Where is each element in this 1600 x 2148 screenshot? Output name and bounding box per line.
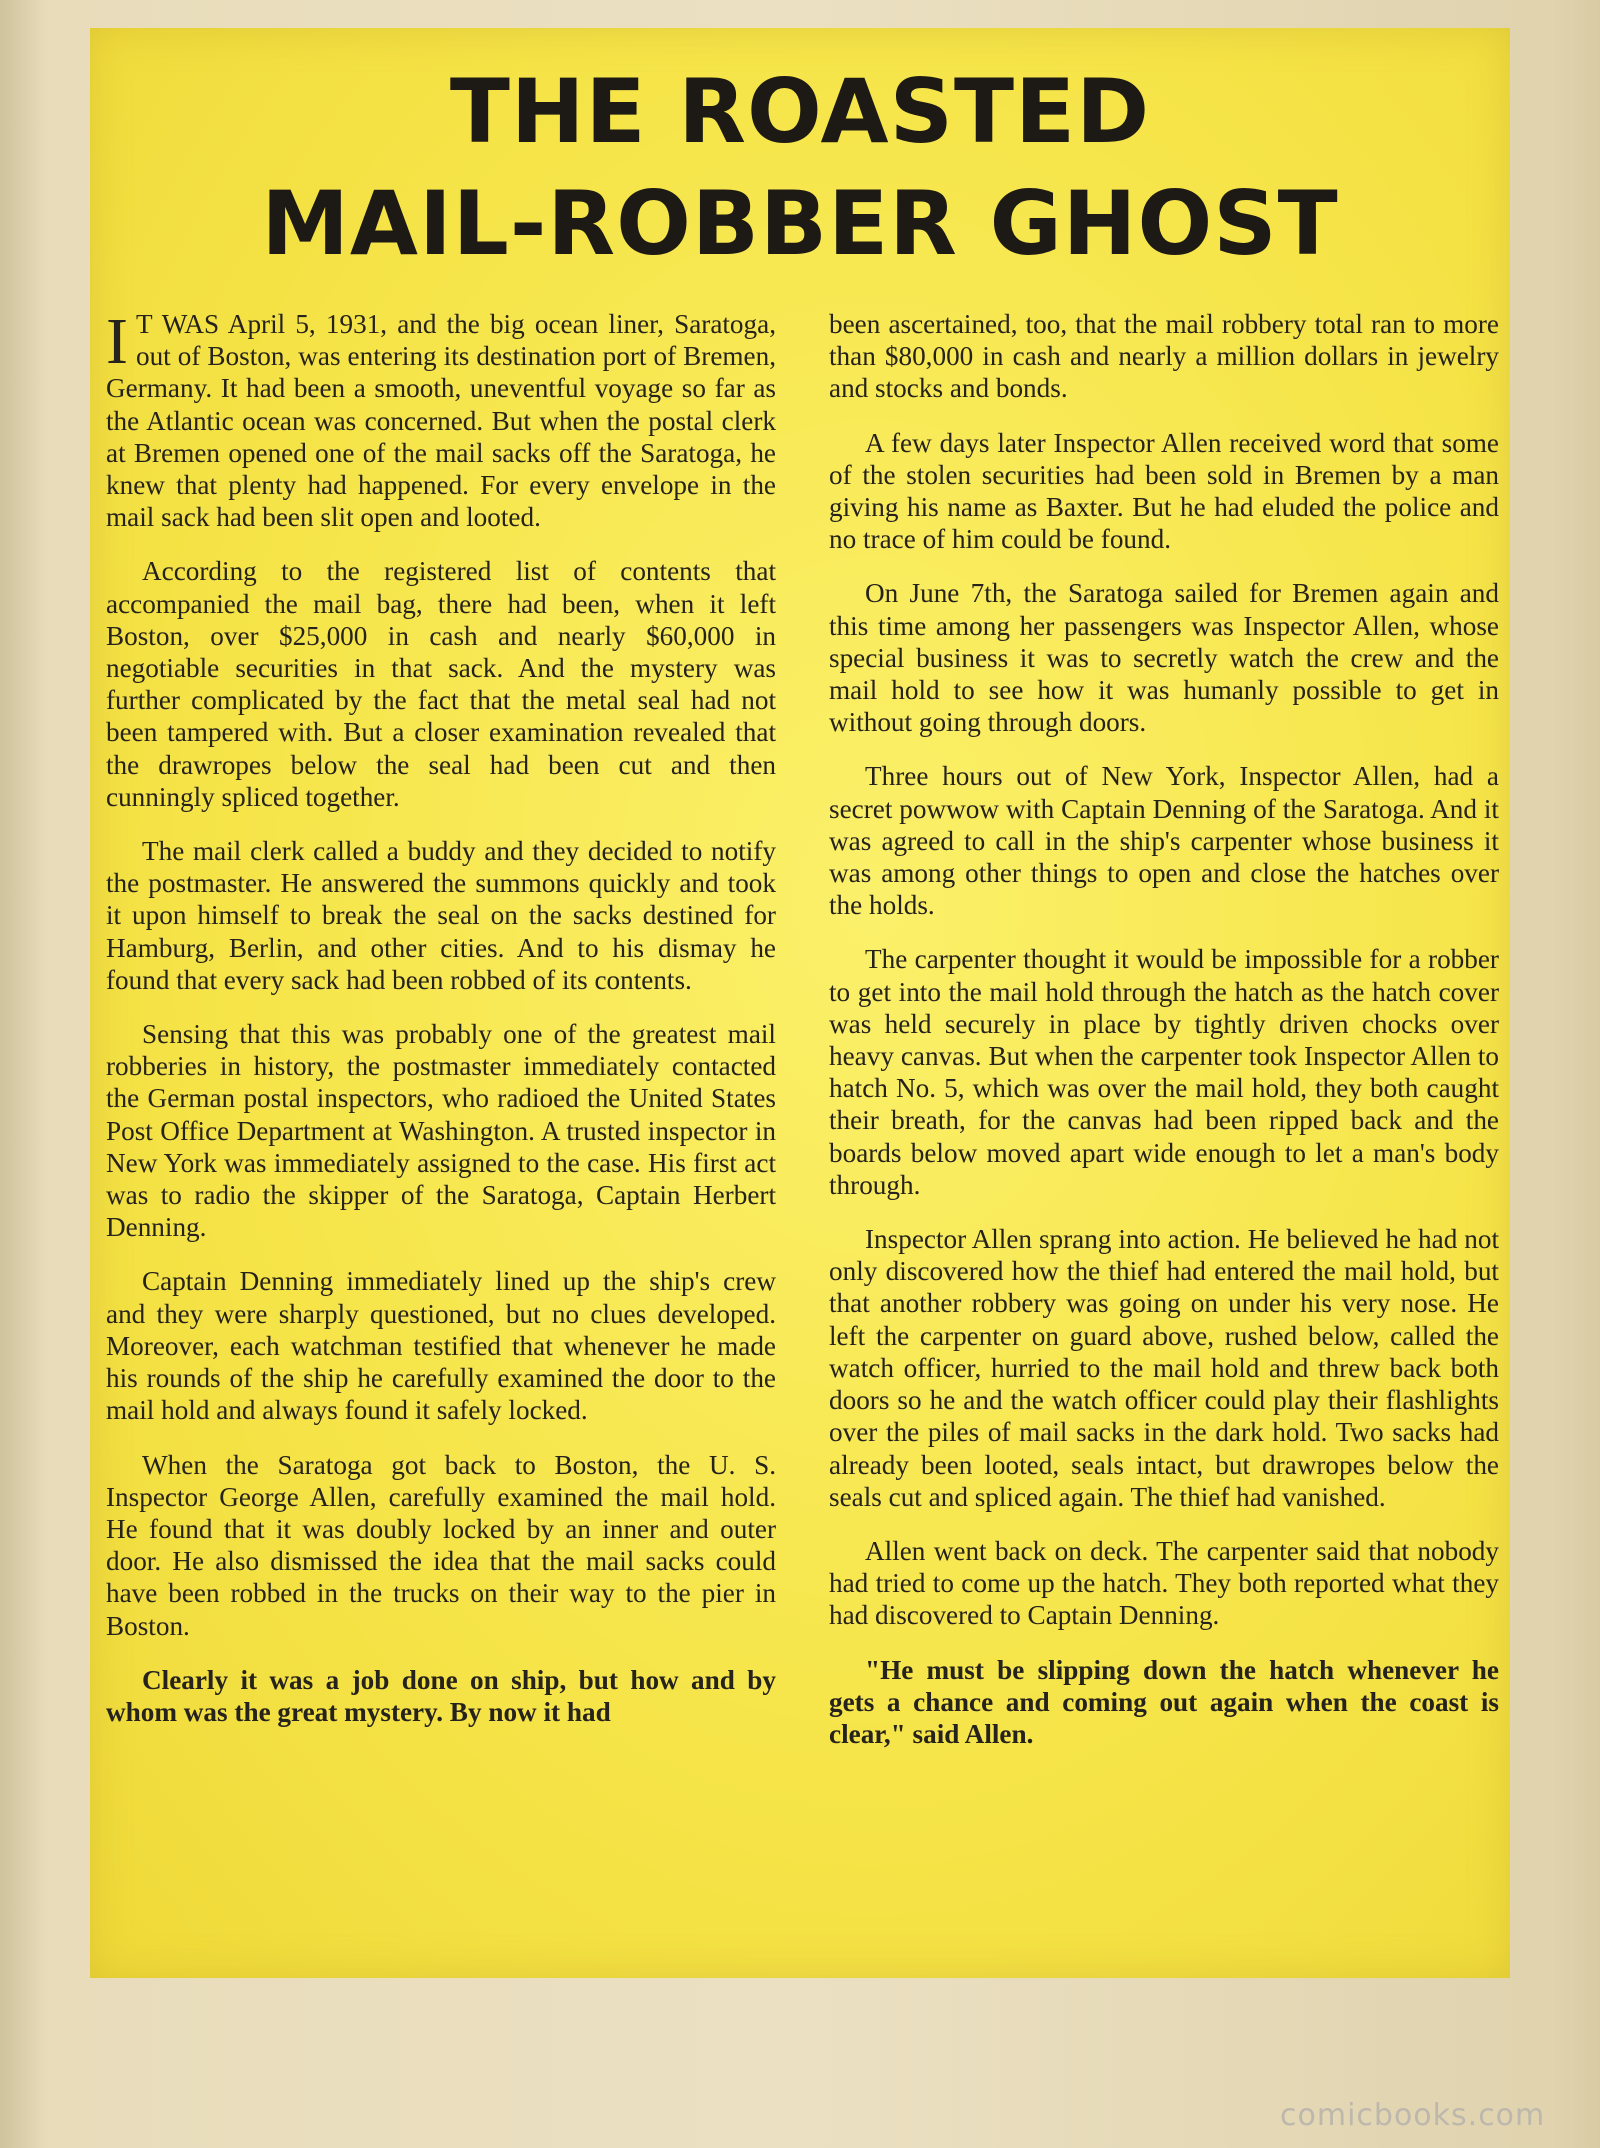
paragraph: been ascertained, too, that the mail robbery total ran to more than $80,000 in cash and nearly a million dollars in jewelry and stocks and bonds. (829, 309, 1499, 404)
paragraph: According to the registered list of contents that accompanied the mail bag, there had been, when it left Boston, over $25,000 in cash and nearly $60,000 in negotiable securities in that sack. And the mystery was further complicated by the fact that the metal seal had not been tampered with. But a closer examination revealed that the drawropes below the seal had been cut and then cunningly spliced together. (106, 556, 776, 812)
paragraph: "He must be slipping down the hatch whenever he gets a chance and coming out again when the coast is clear," said Allen. (829, 1654, 1499, 1749)
paragraph: Captain Denning immediately lined up the ship's crew and they were sharply questioned, but no clues developed. Moreover, each watchman testified that whenever he made his rounds of the ship he carefully examined the door to the mail hold and always found it safely locked. (106, 1266, 776, 1426)
paragraph: Sensing that this was probably one of the greatest mail robberies in history, the postmaster immediately contacted the German postal inspectors, who radioed the United States Post Office Department at Washington. A trusted inspector in New York was immediately assigned to the case. His first act was to radio the skipper of the Saratoga, Captain Herbert Denning. (106, 1019, 776, 1243)
drop-cap: I (106, 305, 128, 378)
paragraph: The mail clerk called a buddy and they decided to notify the postmaster. He answered the summons quickly and took it upon himself to break the seal on the sacks destined for Hamburg, Berlin, and other cities. And to his dismay he found that every sack had been robbed of its contents. (106, 836, 776, 995)
paragraph: The carpenter thought it would be impossible for a robber to get into the mail hold through the hatch as the hatch cover was held securely in place by tightly driven chocks over heavy canvas. But when the carpenter took Inspector Allen to hatch No. 5, which was over the mail hold, they both caught their breath, for the canvas had been ripped back and the boards below moved apart wide enough to let a man's body through. (829, 944, 1499, 1200)
paragraph-text: T WAS April 5, 1931, and the big ocean liner, Saratoga, out of Boston, was entering its destination port of Bremen, Germany. It had been a smooth, uneventful voyage so far as the Atlantic ocean was concerned. But when the postal clerk at Bremen opened one of the mail sacks off the Saratoga, he knew that plenty had happened. For every envelope in the mail sack had been slit open and looted. (106, 309, 776, 533)
paragraph: On June 7th, the Saratoga sailed for Bremen again and this time among her passengers was Inspector Allen, whose special business it was to secretly watch the crew and the mail hold to see how it was humanly possible to get in without going through doors. (829, 578, 1499, 738)
title-line-2: MAIL-ROBBER GHOST (261, 172, 1339, 275)
paragraph: Inspector Allen sprang into action. He believed he had not only discovered how the thief had entered the mail hold, but that another robbery was going on under his very nose. He left the carpenter on guard above, rushed below, called the watch officer, hurried to the mail hold and threw back both doors so he and the watch officer could play their flashlights over the piles of mail sacks in the dark hold. Two sacks had already been looted, seals intact, but drawropes below the seals cut and spliced again. The thief had vanished. (829, 1224, 1499, 1512)
title-line-1: THE ROASTED (449, 60, 1151, 163)
paragraph: When the Saratoga got back to Boston, the U. S. Inspector George Allen, carefully examined the mail hold. He found that it was doubly locked by an inner and outer door. He also dismissed the idea that the mail sacks could have been robbed in the trucks on their way to the pier in Boston. (106, 1449, 776, 1641)
left-column (106, 305, 776, 1750)
article-panel (90, 28, 1510, 1978)
paragraph: Three hours out of New York, Inspector Allen, had a secret powwow with Captain Denning of the Saratoga. And it was agreed to call in the ship's carpenter whose business it was among other things to open and close the hatches over the holds. (829, 761, 1499, 921)
paragraph: Allen went back on deck. The carpenter said that nobody had tried to come up the hatch. They both reported what they had discovered to Captain Denning. (829, 1535, 1499, 1631)
watermark: comicbooks.com (1280, 2098, 1546, 2133)
paragraph: A few days later Inspector Allen received word that some of the stolen securities had been sold in Bremen by a man giving his name as Baxter. But he had eluded the police and no trace of him could be found. (829, 427, 1499, 555)
paragraph (106, 305, 776, 533)
right-column (829, 308, 1499, 1772)
paragraph: Clearly it was a job done on ship, but how and by whom was the great mystery. By now it had (106, 1664, 776, 1727)
article-title (90, 56, 1510, 280)
